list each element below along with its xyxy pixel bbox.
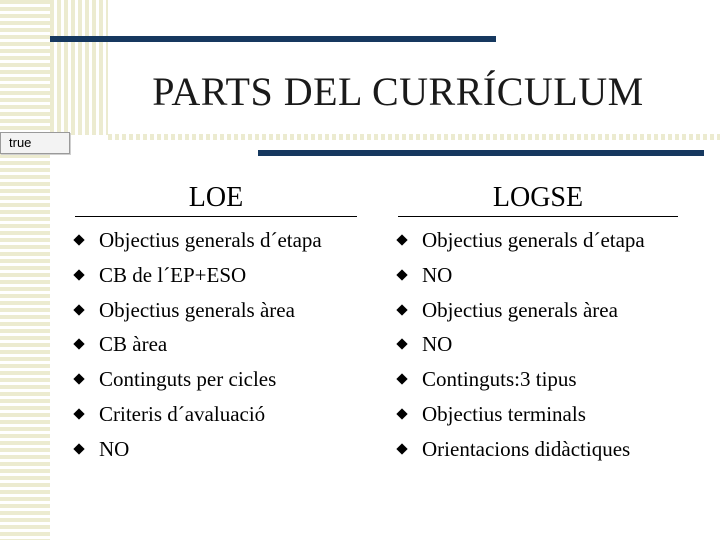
- list-item: [398, 258, 680, 293]
- accent-bar-bottom: [258, 150, 704, 156]
- list-item-text: CB àrea: [99, 332, 168, 357]
- diamond-bullet-icon: [396, 269, 407, 280]
- list-item: [75, 397, 360, 432]
- diamond-bullet-icon: [73, 339, 84, 350]
- column-logse: [398, 180, 680, 467]
- list-item-text: Objectius generals àrea: [99, 297, 295, 322]
- list-item-text: Criteris d´avaluació: [99, 401, 266, 426]
- diamond-bullet-icon: [396, 443, 407, 454]
- list-item: [75, 293, 360, 328]
- diamond-bullet-icon: [73, 234, 84, 245]
- list-item: [75, 223, 360, 258]
- diamond-bullet-icon: [73, 443, 84, 454]
- diamond-bullet-icon: [73, 269, 84, 280]
- list-item-text: Continguts:3 tipus: [422, 367, 577, 392]
- decorative-stripes-left: [0, 0, 50, 540]
- list-item-text: Objectius generals d´etapa: [422, 228, 645, 252]
- diamond-bullet-icon: [396, 339, 407, 350]
- decorative-stripes-divider: [108, 134, 720, 140]
- list-item-text: Continguts per cicles: [99, 367, 277, 392]
- list-item: [398, 397, 680, 432]
- bullet-list-logse: [398, 223, 680, 467]
- diamond-bullet-icon: [396, 374, 407, 385]
- diamond-bullet-icon: [73, 408, 84, 419]
- list-item-text: CB de l´EP+ESO: [99, 262, 247, 287]
- accent-bar-top: [50, 36, 496, 42]
- diamond-bullet-icon: [396, 304, 407, 315]
- list-item: [398, 293, 680, 328]
- column-heading-loe: LOE: [75, 180, 357, 217]
- diamond-bullet-icon: [73, 304, 84, 315]
- column-heading-logse: LOGSE: [398, 180, 678, 217]
- list-item: [398, 432, 680, 467]
- decorative-stripes-top: [50, 0, 108, 135]
- list-item-text: Objectius generals d´etapa: [99, 228, 322, 252]
- list-item: [75, 362, 360, 397]
- list-item: [398, 223, 680, 258]
- diamond-bullet-icon: [396, 234, 407, 245]
- list-item: [75, 432, 360, 467]
- slide-title: PARTS DEL CURRÍCULUM: [152, 69, 644, 114]
- list-item-text: Objectius terminals: [422, 401, 586, 426]
- list-item-text: NO: [422, 262, 453, 287]
- list-item: [398, 362, 680, 397]
- bullet-list-loe: [75, 223, 360, 467]
- list-item: [75, 258, 360, 293]
- true-tag-label: true: [0, 132, 70, 154]
- list-item-text: NO: [99, 436, 130, 461]
- list-item-text: Orientacions didàctiques: [422, 436, 631, 461]
- list-item: [398, 327, 680, 362]
- list-item-text: NO: [422, 332, 453, 357]
- diamond-bullet-icon: [73, 374, 84, 385]
- diamond-bullet-icon: [396, 408, 407, 419]
- list-item: [75, 327, 360, 362]
- column-loe: [75, 180, 360, 467]
- list-item-text: Objectius generals àrea: [422, 297, 618, 322]
